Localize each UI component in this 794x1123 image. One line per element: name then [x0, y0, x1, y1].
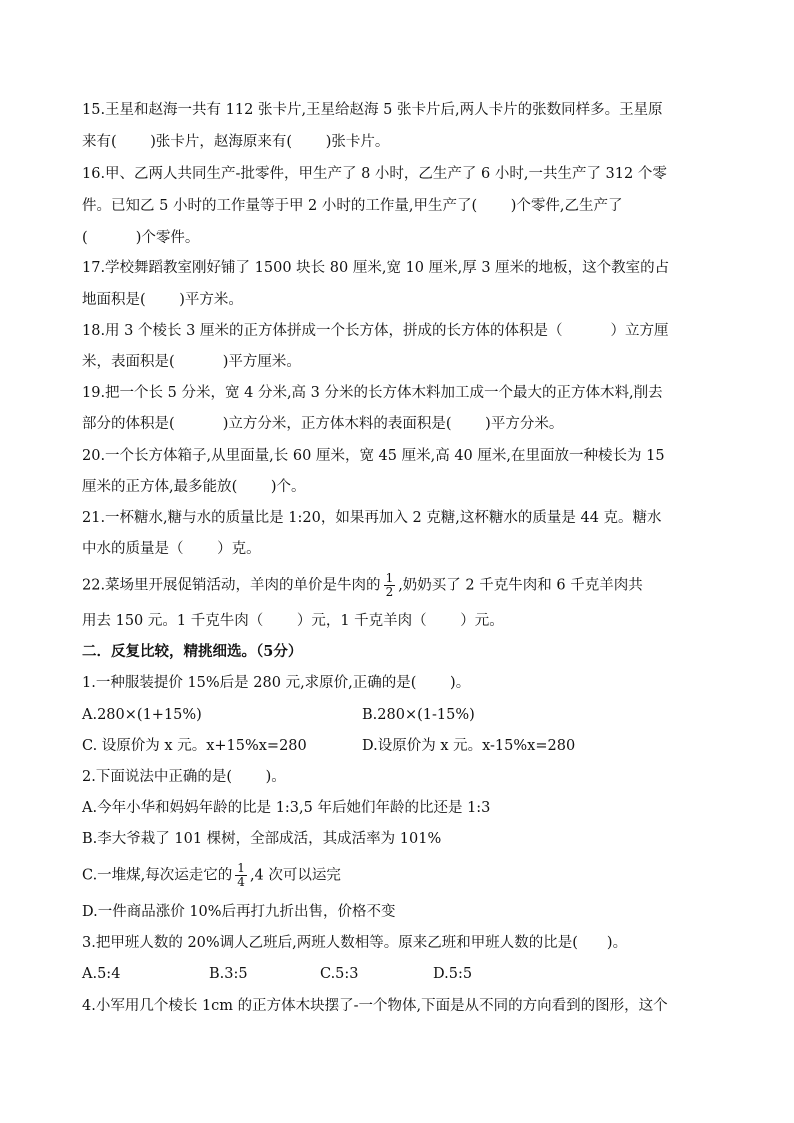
- mc-1-options-row-1: [82, 705, 712, 725]
- question-22-line-2: 用去 150 元。1 千克牛肉（ ）元，1 千克羊肉（ ）元。: [82, 613, 504, 629]
- fraction-numerator: 1: [385, 571, 394, 585]
- mc-3-option-c: C.5:3: [320, 966, 359, 982]
- mc-question-1: 1.一种服装提价 15%后是 280 元,求原价,正确的是( )。: [82, 675, 471, 691]
- question-17-line-1: 17.学校舞蹈教室刚好铺了 1500 块长 80 厘米,宽 10 厘米,厚 3 厘米的地板，这个教室的占: [82, 260, 670, 276]
- question-18-line-2: 米，表面积是( )平方厘米。: [82, 354, 301, 370]
- mc-1-option-b: B.280×(1-15%): [362, 707, 475, 723]
- question-19-line-1: 19.把一个长 5 分米，宽 4 分米,高 3 分米的长方体木料加工成一个最大的正方体木料,削去: [82, 385, 663, 401]
- fraction-denominator: 2: [385, 585, 394, 599]
- mc-1-options-row-2: [82, 736, 712, 756]
- fraction-denominator: 4: [237, 875, 245, 889]
- question-19-line-2: 部分的体积是( )立方分米，正方体木料的表面积是( )平方分米。: [82, 416, 564, 432]
- question-17-line-2: 地面积是( )平方米。: [82, 292, 243, 308]
- question-18-line-1: 18.用 3 个棱长 3 厘米的正方体拼成一个长方体，拼成的长方体的体积是（ ）立方厘: [82, 323, 669, 339]
- question-16-line-1: 16.甲、乙两人共同生产-批零件，甲生产了 8 小时，乙生产了 6 小时,一共生产了 312 个零: [82, 166, 667, 182]
- question-20-line-2: 厘米的正方体,最多能放( )个。: [82, 479, 306, 495]
- mc-question-3: 3.把甲班人数的 20%调人乙班后,两班人数相等。原来乙班和甲班人数的比是( )。: [82, 935, 628, 951]
- fraction-one-quarter: [235, 862, 247, 889]
- section-2-heading: 二．反复比较，精挑细选。（5分）: [82, 643, 303, 660]
- mc-1-option-a: A.280×(1+15%): [82, 707, 202, 723]
- question-22-text-before: 22.菜场里开展促销活动，羊肉的单价是牛肉的: [82, 577, 381, 594]
- mc-2-option-a: A.今年小华和妈妈年龄的比是 1:3,5 年后她们年龄的比还是 1:3: [82, 800, 491, 816]
- mc-1-option-d: D.设原价为 x 元。x-15%x=280: [362, 738, 576, 754]
- question-20-line-1: 20.一个长方体箱子,从里面量,长 60 厘米，宽 45 厘米,高 40 厘米,在里面放一种棱长为 15: [82, 448, 665, 464]
- question-15-line-1: 15.王星和赵海一共有 112 张卡片,王星给赵海 5 张卡片后,两人卡片的张数同样多。王星原: [82, 102, 663, 118]
- question-22-line-1: [82, 572, 712, 599]
- question-21-line-1: 21.一杯糖水,糖与水的质量比是 1:20，如果再加入 2 克糖,这杯糖水的质量是 44 克。糖水: [82, 510, 662, 526]
- mc-3-option-d: D.5:5: [433, 966, 473, 982]
- mc-3-option-a: A.5:4: [82, 966, 121, 982]
- question-16-line-2: 件。已知乙 5 小时的工作量等于甲 2 小时的工作量,甲生产了( )个零件,乙生产了: [82, 198, 623, 214]
- mc-question-2: 2.下面说法中正确的是( )。: [82, 769, 286, 785]
- mc-3-options-row: [82, 964, 712, 984]
- mc-2-option-b: B.李大爷栽了 101 棵树，全部成活，其成活率为 101%: [82, 831, 442, 847]
- mc-2-option-c-before: C.一堆煤,每次运走它的: [82, 867, 233, 884]
- fraction-one-half: [384, 572, 396, 599]
- mc-2-option-c-after: ,4 次可以运完: [249, 867, 341, 884]
- mc-question-4: 4.小军用几个棱长 1cm 的正方体木块摆了-一个物体,下面是从不同的方向看到的图形，这个: [82, 998, 668, 1014]
- mc-1-option-c: C. 设原价为 x 元。x+15%x=280: [82, 738, 307, 754]
- mc-3-option-b: B.3:5: [209, 966, 248, 982]
- mc-2-option-c-line: [82, 862, 712, 889]
- question-22-text-after: ,奶奶买了 2 千克牛肉和 6 千克羊肉共: [398, 577, 643, 594]
- question-15-line-2: 来有( )张卡片，赵海原来有( )张卡片。: [82, 134, 390, 150]
- question-16-line-3: ( )个零件。: [82, 230, 200, 246]
- mc-2-option-d: D.一件商品涨价 10%后再打九折出售，价格不变: [82, 904, 396, 920]
- question-21-line-2: 中水的质量是（ ）克。: [82, 541, 261, 557]
- fraction-numerator: 1: [237, 861, 245, 875]
